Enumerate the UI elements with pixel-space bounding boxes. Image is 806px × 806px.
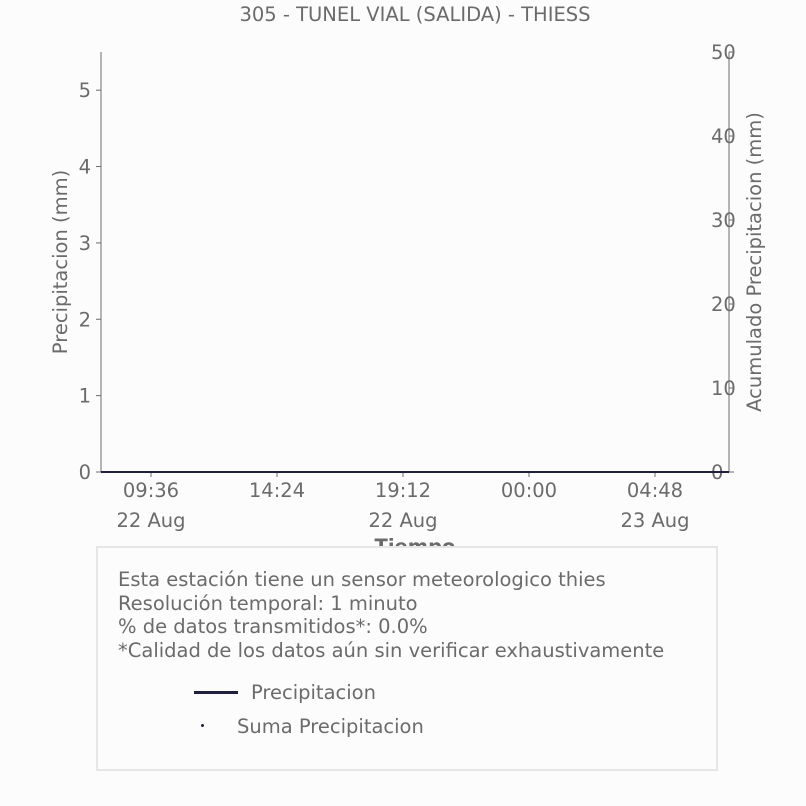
x-tick-date-label: 22 Aug — [368, 509, 438, 532]
info-line-transmitted: % de datos transmitidos*: 0.0% — [118, 615, 428, 638]
legend-label-suma: Suma Precipitacion — [237, 715, 424, 738]
y-right-tick-label: 40 — [711, 125, 736, 148]
x-tick-date-label: 22 Aug — [116, 509, 186, 532]
x-tick-time-label: 00:00 — [500, 479, 558, 502]
y-right-tick-label: 20 — [711, 293, 736, 316]
y-axis-label: Precipitacion (mm) — [49, 169, 72, 355]
y-tick-label: 0 — [78, 461, 91, 484]
x-tick-time-label: 09:36 — [122, 479, 180, 502]
y-tick-label: 2 — [78, 308, 91, 332]
x-tick-date-label: 23 Aug — [620, 509, 690, 532]
x-tick-time-label: 14:24 — [248, 479, 306, 502]
legend-dot-swatch — [201, 724, 204, 727]
y-tick-label: 4 — [78, 155, 91, 179]
station-info-text — [118, 568, 664, 662]
info-line-quality: *Calidad de los datos aún sin verificar exhaustivamente — [118, 638, 665, 662]
y-right-tick-label: 30 — [711, 209, 736, 232]
x-tick-time-label: 04:48 — [626, 479, 684, 502]
x-tick-time-label: 19:12 — [374, 479, 432, 502]
y-tick-label: 3 — [78, 231, 91, 255]
y-right-tick-label: 0 — [711, 461, 724, 484]
y-right-tick-label: 10 — [711, 377, 736, 400]
y-tick-label: 5 — [78, 79, 91, 103]
y-right-tick-label: 50 — [711, 41, 736, 64]
y-tick-label: 1 — [78, 384, 91, 408]
info-line-sensor: Esta estación tiene un sensor meteorologico thies — [118, 568, 606, 591]
info-line-resolution: Resolución temporal: 1 minuto — [118, 591, 418, 615]
y-axis-right-label: Acumulado Precipitacion (mm) — [743, 112, 766, 412]
legend-line-swatch — [194, 691, 238, 694]
legend-label-precipitacion: Precipitacion — [251, 681, 376, 704]
station-info-box — [96, 546, 718, 771]
chart-title: 305 - TUNEL VIAL (SALIDA) - THIESS — [239, 3, 591, 26]
